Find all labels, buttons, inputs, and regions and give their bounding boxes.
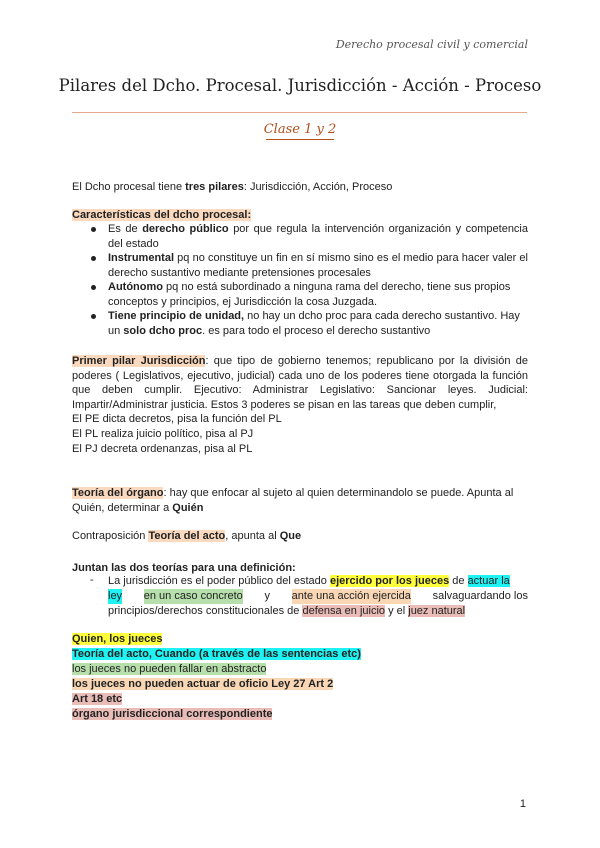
bullet-dot bbox=[91, 285, 96, 290]
definition-line-1: La jurisdicción es el poder público del estado ejercido por los jueces de actuar la bbox=[108, 575, 510, 587]
page-number: 1 bbox=[519, 798, 526, 810]
subtitle-underline bbox=[266, 139, 334, 140]
page-title: Pilares del Dcho. Procesal. Jurisdicción - Acción - Proceso bbox=[58, 76, 542, 95]
summary-line: los jueces no pueden fallar en abstracto bbox=[72, 663, 267, 675]
summary-line: Quien, los jueces bbox=[72, 633, 163, 645]
definition-line-3: principios/derechos constitucionales de defensa en juicio y el juez natural bbox=[108, 605, 466, 617]
organ-theory-paragraph: Teoría del órgano: hay que enfocar al sujeto al quien determinandolo se puede. Apunta al Quién, determinar a Quién bbox=[72, 487, 514, 514]
page-subtitle: Clase 1 y 2 bbox=[263, 122, 337, 137]
intro-bold: tres pilares bbox=[185, 181, 244, 193]
dash-bullet: - bbox=[90, 574, 94, 586]
first-pillar-line: El PJ decreta ordenanzas, pisa al PL bbox=[72, 443, 253, 455]
summary-line: Teoría del acto, Cuando (a través de las sentencias etc) bbox=[72, 648, 361, 660]
intro-post: : Jurisdicción, Acción, Proceso bbox=[243, 181, 393, 193]
characteristic-item: Es de derecho público por que regula la intervención organización y competencia del estado bbox=[108, 223, 528, 250]
first-pillar-paragraph: Primer pilar Jurisdicción: que tipo de gobierno tenemos; republicano por la división de poderes ( Legislativos, ejecutivo, judicial) cada uno de los poderes tiene otorgada la función que deben cumplir. Ejecutivo: Administrar Legislativo: Sancionar leyes. Judicial: Impartir/Administrar justicia. Estos 3 poderes se pisan en las tareas que deben cumplir, bbox=[72, 355, 528, 411]
first-pillar-line: El PL realiza juicio político, pisa al PJ bbox=[72, 428, 254, 440]
summary-line: Art 18 etc bbox=[72, 693, 123, 705]
definition-line-2: ley en un caso concreto y ante una acción ejercida salvaguardando los bbox=[108, 590, 528, 602]
title-divider bbox=[72, 112, 527, 113]
characteristics-heading: Características del dcho procesal: bbox=[72, 209, 252, 221]
summary-line: los jueces no pueden actuar de oficio Ley 27 Art 2 bbox=[72, 678, 334, 690]
intro-paragraph bbox=[72, 180, 392, 195]
first-pillar-line: El PE dicta decretos, pisa la función del PL bbox=[72, 413, 282, 425]
bullet-dot bbox=[91, 314, 96, 319]
bullet-dot bbox=[91, 256, 96, 261]
summary-line: órgano jurisdiccional correspondiente bbox=[72, 708, 273, 720]
characteristic-item: Instrumental pq no constituye un fin en sí mismo sino es el medio para hacer valer el derecho sustantivo mediante pretensiones procesales bbox=[108, 252, 528, 279]
characteristic-item: Autónomo pq no está subordinado a ninguna rama del derecho, tiene sus propios conceptos y principios, ej Jurisdicción la cosa Juzgada. bbox=[108, 281, 511, 308]
characteristic-item: Tiene principio de unidad, no hay un dcho proc para cada derecho sustantivo. Hay un solo dcho proc. es para todo el proceso el derecho sustantivo bbox=[108, 310, 520, 337]
definition-heading: Juntan las dos teorías para una definición: bbox=[72, 562, 296, 574]
bullet-dot bbox=[91, 227, 96, 232]
running-header: Derecho procesal civil y comercial bbox=[335, 38, 528, 51]
act-theory-paragraph: Contraposición Teoría del acto, apunta al Que bbox=[72, 530, 302, 542]
intro-pre: El Dcho procesal tiene bbox=[72, 181, 186, 193]
